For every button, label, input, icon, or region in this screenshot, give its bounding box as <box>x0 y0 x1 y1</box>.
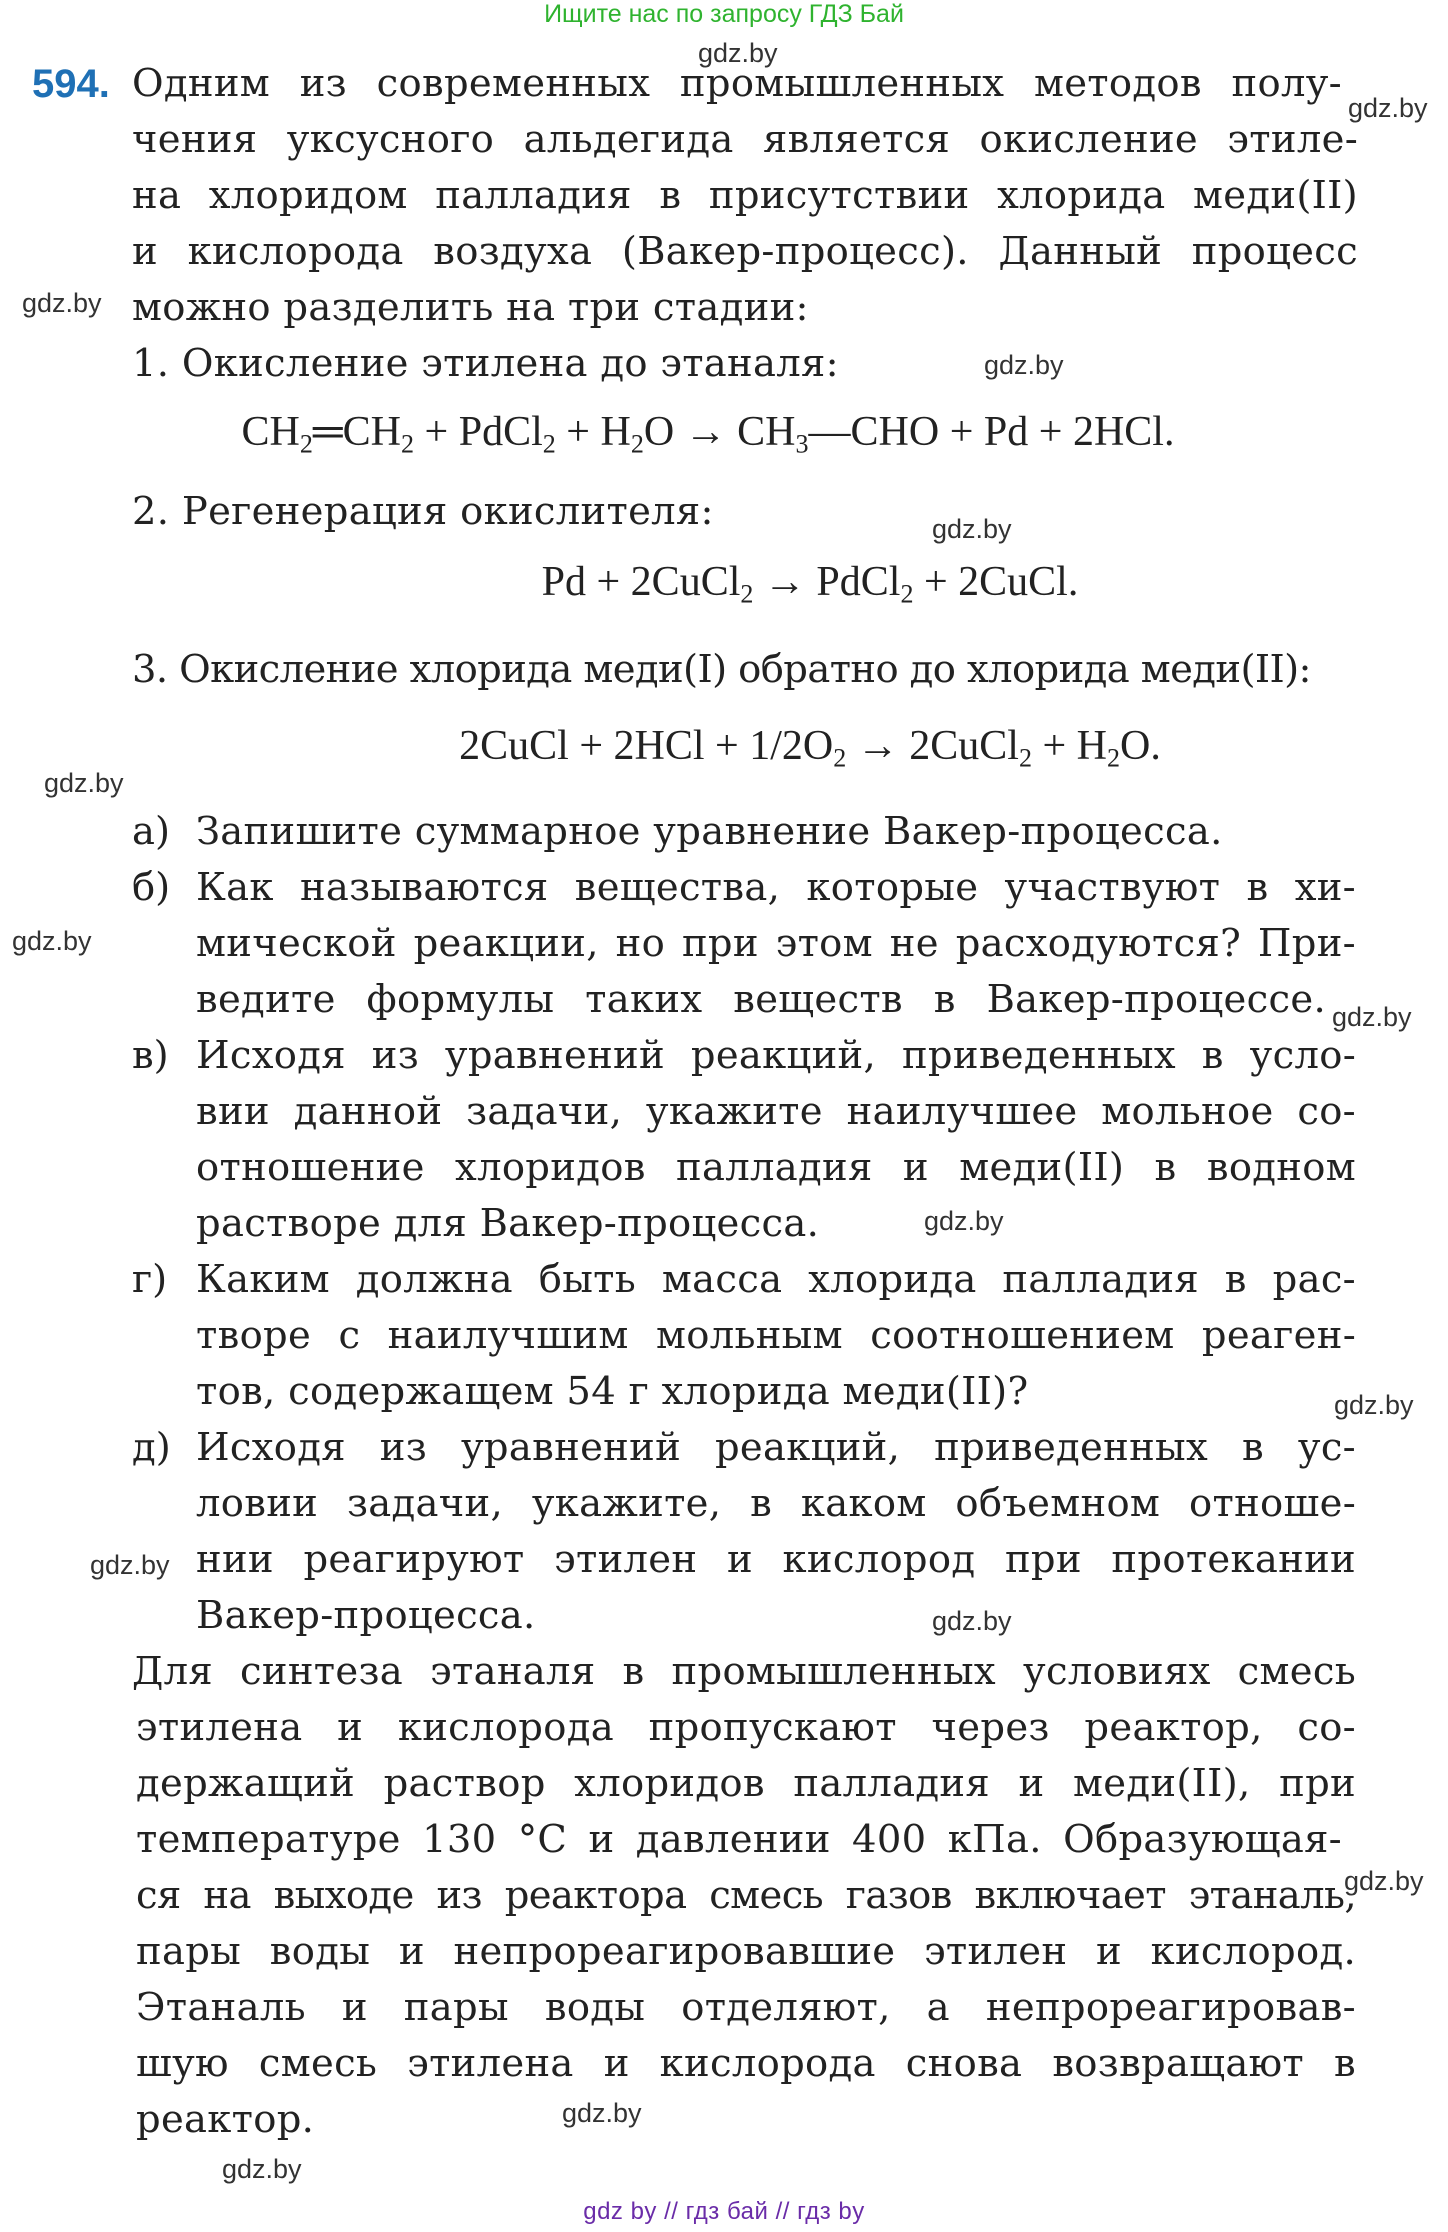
header-search-link[interactable]: Ищите нас по запросу ГДЗ Бай <box>544 0 904 28</box>
watermark: gdz.by <box>1344 1866 1424 1896</box>
intro-line: и кислорода воздуха (Вакер-процесс). Данный процесс <box>132 229 1358 274</box>
question-text: нии реагируют этилен и кислород при протекании <box>196 1537 1356 1582</box>
reaction-equation: $CH_2═CH_2$ + PdCl$_2$ + $H_2O$ → $CH_3—CHO + Pd + 2HCl$. <box>241 409 1175 459</box>
question-label: д) <box>132 1425 171 1470</box>
question-text: отношение хлоридов палладия и меди(II) в водном <box>196 1145 1356 1190</box>
question-text: творе с наилучшим мольным соотношением реаген- <box>196 1313 1356 1358</box>
closing-line: температуре 130 °C и давлении 400 кПа. Образующая- <box>136 1817 1342 1862</box>
question-text: Вакер-процесса. <box>196 1593 536 1638</box>
watermark: gdz.by <box>562 2098 642 2128</box>
watermark: gdz.by <box>90 1550 170 1580</box>
closing-line: держащий раствор хлоридов палладия и меди(II), при <box>136 1761 1356 1806</box>
closing-line: пары воды и непрореагировавшие этилен и кислород. <box>136 1929 1356 1974</box>
question-text: растворе для Вакер-процесса. <box>196 1201 820 1246</box>
question-label: г) <box>132 1257 168 1302</box>
question-text: Исходя из уравнений реакций, приведенных в усло- <box>196 1033 1356 1078</box>
closing-line: Для синтеза этаналя в промышленных условиях смесь <box>132 1649 1356 1694</box>
watermark: gdz.by <box>222 2154 302 2184</box>
watermark: gdz.by <box>932 1606 1012 1636</box>
stage-title: 1. Окисление этилена до этаналя: <box>132 341 839 386</box>
closing-line: реактор. <box>136 2097 315 2142</box>
question-text: ловии задачи, укажите, в каком объемном отноше- <box>196 1481 1356 1526</box>
watermark: gdz.by <box>1334 1390 1414 1420</box>
question-text: тов, содержащем 54 г хлорида меди(II)? <box>196 1369 1029 1414</box>
question-text: ведите формулы таких веществ в Вакер-процессе. <box>196 977 1326 1022</box>
question-label: а) <box>132 809 170 854</box>
question-text: Запишите суммарное уравнение Вакер-процесса. <box>196 809 1223 854</box>
watermark: gdz.by <box>22 288 102 318</box>
watermark: gdz.by <box>984 350 1064 380</box>
intro-line: на хлоридом палладия в присутствии хлорида меди(II) <box>132 173 1358 218</box>
question-label: б) <box>132 865 171 910</box>
watermark: gdz.by <box>698 38 778 68</box>
watermark: gdz.by <box>44 768 124 798</box>
question-label: в) <box>132 1033 169 1078</box>
reaction-equation: 2CuCl + $2HCl + 1/2O_2$ → 2CuCl$_2$ + $H_2O$. <box>459 723 1161 773</box>
footer-links[interactable]: gdz by // гдз бай // гдз by <box>583 2198 865 2225</box>
watermark: gdz.by <box>12 926 92 956</box>
problem-number: 594. <box>32 62 110 106</box>
intro-line: можно разделить на три стадии: <box>132 285 809 330</box>
intro-line: Одним из современных промышленных методов полу- <box>132 61 1342 106</box>
watermark: gdz.by <box>924 1206 1004 1236</box>
closing-line: Этаналь и пары воды отделяют, а непрореагировав- <box>136 1985 1356 2030</box>
question-text: Каким должна быть масса хлорида палладия в рас- <box>196 1257 1356 1302</box>
stage-title: 3. Окисление хлорида меди(I) обратно до хлорида меди(II): <box>132 647 1311 692</box>
reaction-equation: Pd + 2CuCl$_2$ → PdCl$_2$ + 2CuCl. <box>541 559 1079 609</box>
watermark: gdz.by <box>1332 1002 1412 1032</box>
stage-title: 2. Регенерация окислителя: <box>132 489 714 534</box>
watermark: gdz.by <box>1348 93 1428 123</box>
question-text: Как называются вещества, которые участвуют в хи- <box>196 865 1356 910</box>
closing-line: шую смесь этилена и кислорода снова возвращают в <box>136 2041 1356 2086</box>
intro-line: чения уксусного альдегида является окисление этиле- <box>132 117 1358 162</box>
question-text: мической реакции, но при этом не расходуются? При- <box>196 921 1356 966</box>
question-text: Исходя из уравнений реакций, приведенных в ус- <box>196 1425 1356 1470</box>
closing-line: этилена и кислорода пропускают через реактор, со- <box>136 1705 1356 1750</box>
closing-line: ся на выходе из реактора смесь газов включает этаналь, <box>136 1873 1356 1918</box>
question-text: вии данной задачи, укажите наилучшее мольное со- <box>196 1089 1356 1134</box>
watermark: gdz.by <box>932 514 1012 544</box>
